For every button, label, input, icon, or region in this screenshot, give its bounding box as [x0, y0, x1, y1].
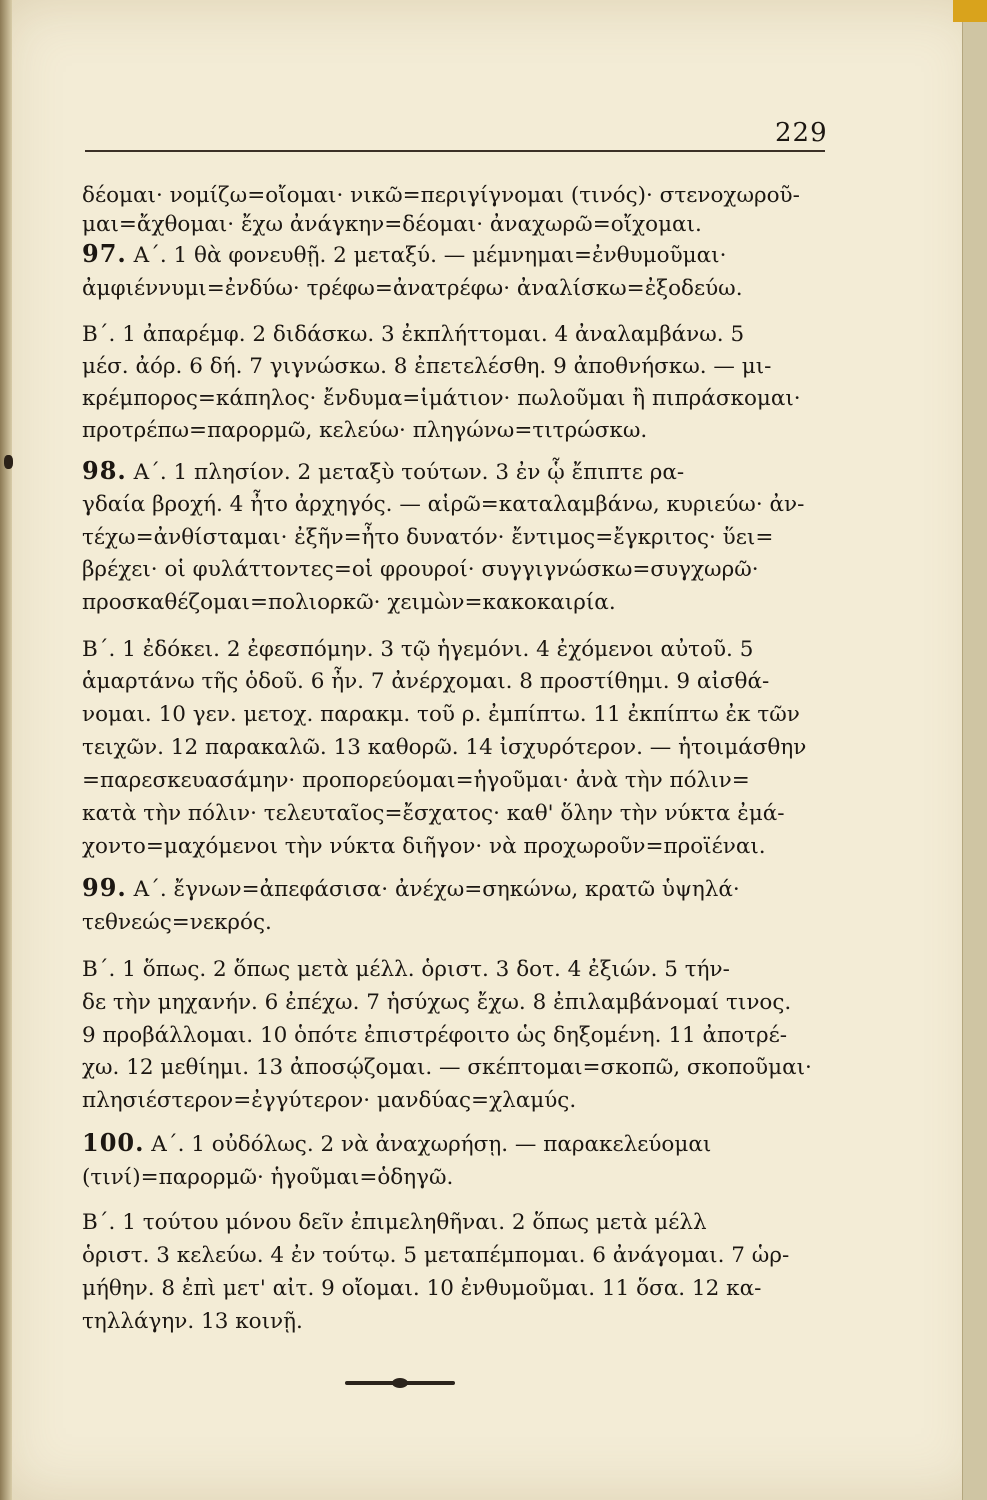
text-line: προσκαθέζομαι=πολιορκῶ· χειμὼν=κακοκαιρία. — [82, 590, 616, 615]
text-line: ἁμαρτάνω τῆς ὁδοῦ. 6 ἦν. 7 ἀνέρχομαι. 8 προστίθημι. 9 αἰσθά- — [82, 669, 770, 694]
text-line: τηλλάγην. 13 κοινῇ. — [82, 1309, 303, 1334]
text-line: (τινί)=παρορμῶ· ἡγοῦμαι=ὁδηγῶ. — [82, 1165, 454, 1190]
page-top-tab — [953, 0, 987, 22]
text-line: 97. Α΄. 1 θὰ φονευθῇ. 2 μεταξύ. — μέμνημαι=ἐνθυμοῦμαι· — [82, 239, 727, 268]
text-line: νομαι. 10 γεν. μετοχ. παρακμ. τοῦ ρ. ἐμπίπτω. 11 ἐκπίπτω ἐκ τῶν — [82, 702, 800, 727]
text-line: ἀμφιέννυμι=ἐνδύω· τρέφω=ἀνατρέφω· ἀναλίσκω=ἐξοδεύω. — [82, 276, 743, 301]
text-line: πλησιέστερον=ἐγγύτερον· μανδύας=χλαμύς. — [82, 1088, 577, 1113]
ink-spot — [4, 455, 13, 469]
text-line: Β΄. 1 ὅπως. 2 ὅπως μετὰ μέλλ. ὁριστ. 3 δοτ. 4 ἐξιών. 5 τήν- — [82, 957, 730, 982]
text-line: γδαία βροχή. 4 ἦτο ἀρχηγός. — αἱρῶ=καταλαμβάνω, κυριεύω· ἀν- — [82, 492, 805, 517]
text-line: Β΄. 1 ἐδόκει. 2 ἐφεσπόμην. 3 τῷ ἡγεμόνι. 4 ἐχόμενοι αὐτοῦ. 5 — [82, 637, 754, 662]
page-left-edge — [0, 0, 12, 1500]
text-line: μέσ. ἀόρ. 6 δή. 7 γιγνώσκω. 8 ἐπετελέσθη. 9 ἀποθνήσκω. — μι- — [82, 354, 772, 379]
text-line: Β΄. 1 ἀπαρέμφ. 2 διδάσκω. 3 ἐκπλήττομαι. 4 ἀναλαμβάνω. 5 — [82, 322, 745, 347]
text-line: 99. Α΄. ἔγνων=ἀπεφάσισα· ἀνέχω=σηκώνω, κρατῶ ὑψηλά· — [82, 873, 740, 902]
text-line: δε τὴν μηχανήν. 6 ἐπέχω. 7 ἡσύχως ἔχω. 8 ἐπιλαμβάνομαί τινος. — [82, 990, 792, 1015]
text-line: Β΄. 1 τούτου μόνου δεῖν ἐπιμεληθῆναι. 2 ὅπως μετὰ μέλλ — [82, 1210, 707, 1235]
text-line: μήθην. 8 ἐπὶ μετ' αἰτ. 9 οἴομαι. 10 ἐνθυμοῦμαι. 11 ὅσα. 12 κα- — [82, 1276, 762, 1301]
text-line: =παρεσκευασάμην· προπορεύομαι=ἡγοῦμαι· ἀνὰ τὴν πόλιν= — [82, 768, 750, 793]
page-number: 229 — [775, 118, 828, 148]
text-line: 98. Α΄. 1 πλησίον. 2 μεταξὺ τούτων. 3 ἐν ᾧ ἔπιπτε ρα- — [82, 456, 685, 485]
header-rule — [85, 150, 825, 152]
text-line: δέομαι· νομίζω=οἴομαι· νικῶ=περιγίγνομαι (τινός)· στενοχωροῦ- — [82, 183, 800, 208]
text-line: τειχῶν. 12 παρακαλῶ. 13 καθορῶ. 14 ἰσχυρότερον. — ἡτοιμάσθην — [82, 735, 807, 760]
text-line: τέχω=ἀνθίσταμαι· ἐξῆν=ἦτο δυνατόν· ἔντιμος=ἔγκριτος· ὕει= — [82, 525, 774, 550]
text-line: προτρέπω=παρορμῶ, κελεύω· πληγώνω=τιτρώσκω. — [82, 418, 648, 443]
text-line: ὁριστ. 3 κελεύω. 4 ἐν τούτῳ. 5 μεταπέμπομαι. 6 ἀνάγομαι. 7 ὡρ- — [82, 1243, 790, 1268]
text-line: τεθνεώς=νεκρός. — [82, 910, 272, 935]
text-line: χοντο=μαχόμενοι τὴν νύκτα διῆγον· νὰ προχωροῦν=προϊέναι. — [82, 834, 766, 859]
end-ornament-center — [392, 1378, 408, 1388]
text-line: 100. Α΄. 1 οὐδόλως. 2 νὰ ἀναχωρήσῃ. — παρακελεύομαι — [82, 1128, 712, 1157]
page-right-strip — [962, 0, 987, 1500]
text-line: κατὰ τὴν πόλιν· τελευταῖος=ἔσχατος· καθ' ὅλην τὴν νύκτα ἐμά- — [82, 801, 785, 826]
text-line: κρέμπορος=κάπηλος· ἔνδυμα=ἱμάτιον· πωλοῦμαι ἢ πιπράσκομαι· — [82, 386, 801, 411]
text-line: χω. 12 μεθίημι. 13 ἀποσῴζομαι. — σκέπτομαι=σκοπῶ, σκοποῦμαι· — [82, 1055, 812, 1080]
text-line: βρέχει· οἱ φυλάττοντες=οἱ φρουροί· συγγιγνώσκω=συγχωρῶ· — [82, 557, 759, 582]
text-line: μαι=ἄχθομαι· ἔχω ἀνάγκην=δέομαι· ἀναχωρῶ=οἴχομαι. — [82, 212, 702, 237]
text-line: 9 προβάλλομαι. 10 ὁπότε ἐπιστρέφοιτο ὡς δηξομένη. 11 ἀποτρέ- — [82, 1023, 788, 1048]
